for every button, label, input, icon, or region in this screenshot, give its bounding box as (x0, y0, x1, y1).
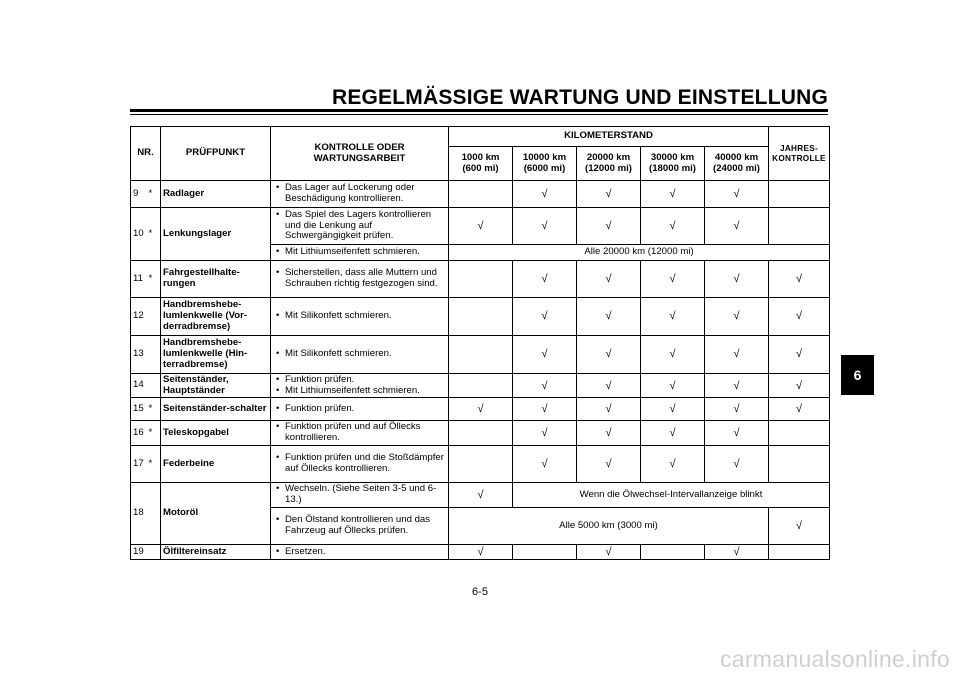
check-point: Seitenständer, Hauptständer (161, 374, 271, 398)
work-item: • Wechseln. (Siehe Seiten 3-5 und 6-13.) (273, 484, 446, 505)
row-number: 17 (131, 445, 149, 482)
check-mark: √ (769, 298, 830, 336)
check-cell (769, 445, 830, 482)
check-mark: √ (513, 374, 577, 398)
check-mark: √ (577, 445, 641, 482)
maintenance-table-body (131, 181, 830, 560)
table-row (131, 336, 830, 374)
check-mark: √ (769, 507, 830, 544)
star-marker (149, 298, 161, 336)
table-row (131, 421, 830, 445)
work-cell (271, 374, 449, 398)
check-mark: √ (513, 398, 577, 421)
check-mark: √ (769, 261, 830, 298)
work-item: • Sicherstellen, dass alle Muttern und Schrauben richtig festgezogen sind. (273, 268, 446, 289)
work-list (273, 210, 446, 242)
mi-value: (18000 mi) (649, 162, 696, 174)
star-marker: * (149, 181, 161, 208)
header-jahreskontrolle (769, 127, 830, 181)
row-number: 11 (131, 261, 149, 298)
star-marker: * (149, 261, 161, 298)
check-mark: √ (705, 261, 769, 298)
check-point: Lenkungslager (161, 208, 271, 261)
title-rule-thick (130, 109, 828, 112)
check-mark: √ (705, 398, 769, 421)
km-value: 10000 km (522, 151, 567, 163)
work-list (273, 375, 446, 396)
work-cell (271, 208, 449, 245)
work-item: • Mit Lithiumseifenfett schmieren. (273, 247, 446, 258)
row-number: 18 (131, 482, 149, 544)
table-row (131, 261, 830, 298)
work-item: • Funktion prüfen. (273, 404, 446, 415)
check-point: Handbremshebe-lumlenkwelle (Hin-terradbremse) (161, 336, 271, 374)
work-item: • Funktion prüfen und auf Öllecks kontrollieren. (273, 422, 446, 443)
mi-value: (6000 mi) (523, 162, 566, 174)
check-cell (769, 421, 830, 445)
check-mark: √ (705, 445, 769, 482)
work-cell (271, 181, 449, 208)
header-km-col (449, 147, 513, 181)
mi-value: (12000 mi) (585, 162, 632, 174)
check-mark: √ (513, 445, 577, 482)
check-cell (449, 181, 513, 208)
header-km-col (577, 147, 641, 181)
check-mark: √ (449, 482, 513, 507)
check-cell (449, 421, 513, 445)
work-item: • Den Ölstand kontrollieren und das Fahrzeug auf Öllecks prüfen. (273, 515, 446, 536)
km-value: 20000 km (586, 151, 631, 163)
star-marker (149, 336, 161, 374)
check-mark: √ (449, 208, 513, 245)
star-marker: * (149, 445, 161, 482)
check-mark: √ (577, 544, 641, 559)
km-value: 1000 km (461, 151, 500, 163)
table-row (131, 208, 830, 245)
work-list (273, 453, 446, 474)
check-mark: √ (641, 445, 705, 482)
work-cell (271, 336, 449, 374)
check-mark: √ (577, 181, 641, 208)
header-nr: NR. (131, 127, 161, 181)
header-kontrolle-line1: KONTROLLE ODER (314, 141, 405, 153)
check-mark: √ (705, 298, 769, 336)
header-jahres-line1: JAHRES- (779, 144, 819, 154)
check-mark: √ (641, 298, 705, 336)
check-mark: √ (513, 208, 577, 245)
star-marker: * (149, 398, 161, 421)
check-mark: √ (769, 374, 830, 398)
check-point: Radlager (161, 181, 271, 208)
work-item: • Mit Silikonfett schmieren. (273, 349, 446, 360)
page-number: 6-5 (472, 586, 488, 598)
check-point: Federbeine (161, 445, 271, 482)
check-cell (769, 181, 830, 208)
check-cell (641, 544, 705, 559)
table-row (131, 181, 830, 208)
title-rule-thin (130, 114, 828, 115)
check-mark: √ (513, 336, 577, 374)
star-marker: * (149, 421, 161, 445)
header-km-col (705, 147, 769, 181)
check-mark: √ (641, 261, 705, 298)
work-list (273, 268, 446, 289)
work-cell (271, 398, 449, 421)
header-km-col (641, 147, 705, 181)
check-point: Handbremshebe-lumlenkwelle (Vor-derradbremse) (161, 298, 271, 336)
km-value: 30000 km (650, 151, 695, 163)
work-list (273, 183, 446, 204)
work-cell (271, 507, 449, 544)
header-pruefpunkt: PRÜFPUNKT (161, 127, 271, 181)
check-cell (513, 544, 577, 559)
check-mark: √ (577, 398, 641, 421)
check-mark: √ (641, 374, 705, 398)
check-mark: √ (641, 421, 705, 445)
check-mark: √ (513, 421, 577, 445)
star-marker (149, 544, 161, 559)
interval-text: Alle 5000 km (3000 mi) (449, 507, 769, 544)
work-list (273, 515, 446, 536)
check-cell (449, 261, 513, 298)
table-row (131, 482, 830, 507)
header-jahres-line2: KONTROLLE (772, 153, 826, 163)
check-mark: √ (705, 421, 769, 445)
check-mark: √ (577, 374, 641, 398)
table-row (131, 398, 830, 421)
check-mark: √ (513, 261, 577, 298)
table-row (131, 445, 830, 482)
maintenance-table (130, 126, 830, 560)
interval-text: Wenn die Ölwechsel-Intervallanzeige blinkt (513, 482, 830, 507)
row-number: 19 (131, 544, 149, 559)
check-point: Ölfiltereinsatz (161, 544, 271, 559)
chapter-tab: 6 (841, 355, 874, 395)
page-title: REGELMÄSSIGE WARTUNG UND EINSTELLUNG (331, 86, 828, 109)
mi-value: (600 mi) (462, 162, 499, 174)
work-cell (271, 298, 449, 336)
check-mark: √ (705, 336, 769, 374)
check-mark: √ (577, 261, 641, 298)
check-cell (449, 445, 513, 482)
work-item: • Funktion prüfen. (273, 375, 446, 386)
check-mark: √ (641, 398, 705, 421)
check-mark: √ (641, 336, 705, 374)
work-list (273, 404, 446, 415)
star-marker (149, 374, 161, 398)
check-cell (449, 374, 513, 398)
check-point: Seitenständer-schalter (161, 398, 271, 421)
star-marker: * (149, 208, 161, 261)
star-marker (149, 482, 161, 544)
check-mark: √ (705, 208, 769, 245)
mi-value: (24000 mi) (713, 162, 760, 174)
row-number: 15 (131, 398, 149, 421)
work-cell (271, 245, 449, 261)
check-mark: √ (577, 298, 641, 336)
work-list (273, 484, 446, 505)
work-cell (271, 482, 449, 507)
check-cell (769, 208, 830, 245)
row-number: 14 (131, 374, 149, 398)
watermark: carmanualsonline.info (719, 646, 950, 672)
check-mark: √ (513, 181, 577, 208)
work-item: • Ersetzen. (273, 547, 446, 558)
work-list (273, 349, 446, 360)
check-mark: √ (705, 544, 769, 559)
check-point: Teleskopgabel (161, 421, 271, 445)
check-cell (769, 544, 830, 559)
work-item: • Mit Lithiumseifenfett schmieren. (273, 386, 446, 397)
interval-text: Alle 20000 km (12000 mi) (449, 245, 830, 261)
row-number: 12 (131, 298, 149, 336)
check-mark: √ (577, 421, 641, 445)
header-kilometerstand: KILOMETERSTAND (449, 127, 769, 147)
row-number: 10 (131, 208, 149, 261)
table-row (131, 298, 830, 336)
work-list (273, 547, 446, 558)
check-mark: √ (449, 544, 513, 559)
check-cell (449, 336, 513, 374)
work-item: • Das Lager auf Lockerung oder Beschädigung kontrollieren. (273, 183, 446, 204)
row-number: 16 (131, 421, 149, 445)
table-row (131, 374, 830, 398)
check-point: Fahrgestellhalte-rungen (161, 261, 271, 298)
check-mark: √ (769, 336, 830, 374)
check-mark: √ (641, 208, 705, 245)
row-number: 9 (131, 181, 149, 208)
check-mark: √ (705, 181, 769, 208)
header-kontrolle (271, 127, 449, 181)
work-item: • Mit Silikonfett schmieren. (273, 311, 446, 322)
work-cell (271, 445, 449, 482)
table-row (131, 544, 830, 559)
work-item: • Funktion prüfen und die Stoßdämpfer auf Öllecks kontrollieren. (273, 453, 446, 474)
work-item: • Das Spiel des Lagers kontrollieren und die Lenkung auf Schwergängigkeit prüfen. (273, 210, 446, 242)
work-cell (271, 421, 449, 445)
check-mark: √ (769, 398, 830, 421)
work-list (273, 247, 446, 258)
check-mark: √ (577, 336, 641, 374)
work-list (273, 422, 446, 443)
work-cell (271, 544, 449, 559)
check-mark: √ (449, 398, 513, 421)
check-cell (449, 298, 513, 336)
check-mark: √ (641, 181, 705, 208)
check-mark: √ (513, 298, 577, 336)
check-mark: √ (705, 374, 769, 398)
check-mark: √ (577, 208, 641, 245)
work-list (273, 311, 446, 322)
check-point: Motoröl (161, 482, 271, 544)
header-km-col (513, 147, 577, 181)
work-cell (271, 261, 449, 298)
row-number: 13 (131, 336, 149, 374)
header-kontrolle-line2: WARTUNGSARBEIT (313, 152, 406, 164)
km-value: 40000 km (714, 151, 759, 163)
